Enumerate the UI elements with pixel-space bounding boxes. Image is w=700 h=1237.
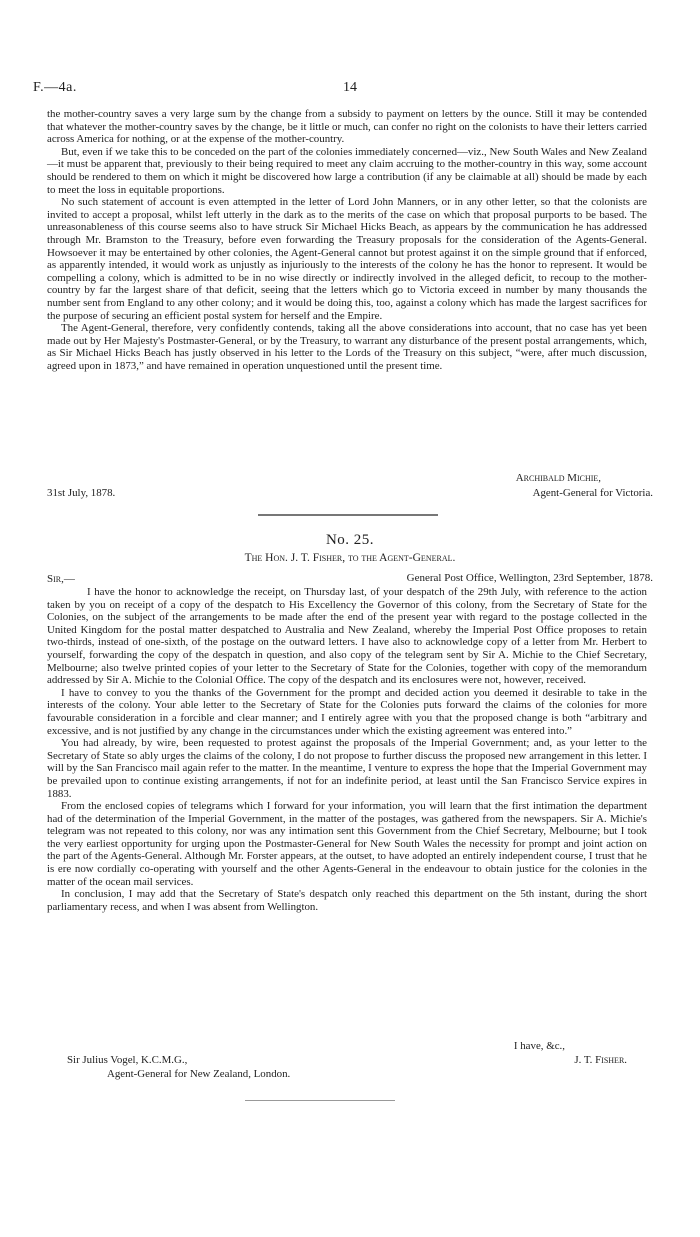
- letter-24-signature-row: [47, 472, 653, 486]
- recipient-title: Agent-General for New Zealand, London.: [107, 1068, 291, 1080]
- paragraph: In conclusion, I may add that the Secretary of State's despatch only reached this department on the 5th instant, during the short parliamentary recess, and when I was absent from Wellington.: [47, 888, 647, 913]
- closing-row: [47, 1040, 653, 1054]
- page-header: [33, 80, 667, 102]
- paragraph: But, even if we take this to be conceded on the part of the colonies immediately concerned—viz., New South Wales and New Zealand—it must be apparent that, previously to their being required to meet any claim accruing to the mother-country in this way, some account should be rendered to them on which it might be discovered how large a contribution (if any be claimable at all) should be made by each to meet the loss in equitable proportions.: [47, 145, 647, 196]
- letter-24-date-row: [47, 487, 653, 501]
- letter-date: 31st July, 1878.: [47, 487, 116, 499]
- paragraph: I have the honor to acknowledge the receipt, on Thursday last, of your despatch of the 29th July, with reference to the action taken by you on receipt of a copy of the despatch to His Excellency the Governor of this colony, from the Secretary of State for the Colonies, on the subject of the arrangements to be made after the end of the present year with regard to the postage collected in the United Kingdom for the postal matter despatched to Australia and New Zealand, whereby the Imperial Post Office proposes to retain two-thirds, instead of one-sixth, of the postage on the outward letters. I have also to acknowledge copy of a letter from Mr. Herbert to yourself, forwarding the copy of the despatch in question, and also copy of the telegram sent by Sir A. Michie to the Chief Secretary, Melbourne; also twelve printed copies of your letter to the Secretary of State for the Colonies, together with copy of the memorandum addressed by Sir A. Michie to the Colonial Office. The copy of the despatch and its enclosures were not, however, received.: [47, 586, 647, 687]
- closing: I have, &c.,: [513, 1040, 565, 1052]
- document-number: No. 25.: [325, 532, 375, 548]
- signature: J. T. Fisher.: [574, 1054, 627, 1066]
- end-divider: [245, 1100, 395, 1101]
- sender-address: General Post Office, Wellington, 23rd September, 1878.: [406, 572, 653, 584]
- section-divider: [258, 514, 438, 516]
- letter-24-body: [47, 108, 647, 372]
- recipient-name: Sir Julius Vogel, K.C.M.G.,: [67, 1054, 188, 1066]
- paragraph: You had already, by wire, been requested to protest against the proposals of the Imperial Government; and, as your letter to the Secretary of State so ably urges the claims of the colony, I do not propose to further discuss the proposed new arrangement in this letter. I will by the San Francisco mail again refer to the matter. In the meantime, I venture to express the hope that the Imperial Government may be prevailed upon to continue existing arrangements, if not for an indefinite period, at least until the San Francisco Service expires in 1883.: [47, 737, 648, 800]
- signature: Archibald Michie,: [515, 472, 601, 484]
- recipient-signature-row: [47, 1054, 653, 1068]
- document-reference: F.—4a.: [33, 80, 77, 95]
- salutation: Sir,—: [47, 573, 75, 585]
- signatory-title: Agent-General for Victoria.: [532, 487, 653, 499]
- page-number: 14: [343, 80, 357, 95]
- paragraph: I have to convey to you the thanks of the Government for the prompt and decided action you deemed it desirable to take in the interests of the colony. Your able letter to the Secretary of State for the Colonies puts forward the claims of the colonies for more favourable consideration in a forcible and clear manner; and I entirely agree with you that the proposed change is both “arbitrary and excessive, and is not justified by any change in the circumstances under which the existing agreement was entered into.”: [47, 686, 647, 737]
- paragraph: From the enclosed copies of telegrams which I forward for your information, you will learn that the first intimation the department had of the determination of the Imperial Government, in the matter of the postages, was gathered from the newspapers. Sir A. Michie's telegram was not repeated to this colony, nor was any intimation sent this Government from the Chief Secretary, Melbourne; but I took the very earliest opportunity for urging upon the Postmaster-General for New South Wales the necessity for prompt and joint action on the part of the Agents-General. Although Mr. Forster appears, at the outset, to have adopted an entirely independent course, I trust that he is ere now cordially co-operating with yourself and the other Agents-General in the endeavour to obtain justice for the colonies in the matter of the ocean mail services.: [47, 800, 647, 888]
- paragraph: the mother-country saves a very large sum by the change from a subsidy to payment on letters by the ounce. Still it may be contended that whatever the mother-country saves by the change, be it little or much, can confer no right on the colonists to have their letters carried across America for nothing, or at the expense of the mother-country.: [47, 108, 647, 146]
- document-heading: The Hon. J. T. Fisher, to the Agent-General.: [244, 552, 456, 564]
- paragraph: The Agent-General, therefore, very confidently contends, taking all the above considerations into account, that no case has yet been made out by Her Majesty's Postmaster-General, or by the Treasury, to warrant any disturbance of the present postal arrangements, which, as Sir Michael Hicks Beach has justly observed in his letter to the Lords of the Treasury on this subject, “were, after much discussion, agreed upon in 1873,” and have remained in operation unquestioned until the present time.: [47, 322, 647, 372]
- recipient-title-row: [47, 1068, 653, 1082]
- letter-25-body: [47, 586, 647, 913]
- paragraph: No such statement of account is even attempted in the letter of Lord John Manners, or in any other letter, so that the colonists are invited to accept a proposal, whilst left utterly in the dark as to the merits of the case on which that proposal purports to be based. The unreasonableness of this course seems also to have struck Sir Michael Hicks Beach, as appears by the communication he has addressed through Mr. Bramston to the Treasury, before even forwarding the Treasury proposals for the consideration of the Agents-General. Howsoever it may be entertained by other colonies, the Agent-General cannot but protest against it on the simple ground that if enforced, as apparently intended, it would work as unjustly as injuriously to the interests of the colony he has the honor to represent. It would be compelling a colony, which is admitted to be in no wise directly or indirectly involved in the alleged deficit, to recoup to the mother-country by far the largest share of that deficit, seeing that the letters which go to Victoria exceed in number by many thousands the number sent from England to any other colony; and it would be doing this, too, against a colony which has made the largest sacrifices for the purpose of securing an efficient postal system for herself and the Empire.: [47, 196, 647, 322]
